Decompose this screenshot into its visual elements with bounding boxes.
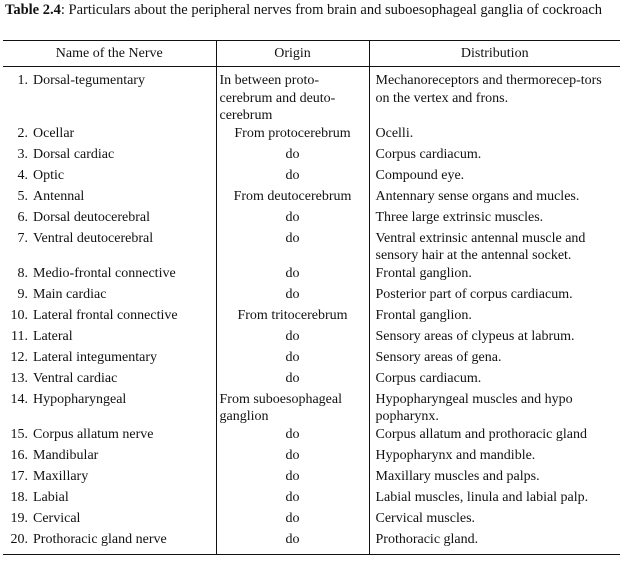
row-number: 1. bbox=[17, 73, 28, 88]
nerve-name: Ventral cardiac bbox=[33, 370, 118, 386]
origin-cell: do bbox=[216, 146, 369, 167]
distribution-cell: Sensory areas of gena. bbox=[369, 349, 620, 370]
table-header bbox=[3, 41, 620, 67]
table-row bbox=[3, 307, 620, 328]
table-row bbox=[3, 370, 620, 391]
row-number: 3. bbox=[17, 146, 28, 162]
row-number: 19. bbox=[10, 510, 28, 526]
nerve-name: Hypopharyngeal bbox=[33, 391, 127, 407]
nerve-name-cell bbox=[3, 286, 216, 307]
table-body bbox=[3, 67, 620, 555]
origin-cell: do bbox=[216, 489, 369, 510]
row-number: 15. bbox=[10, 426, 28, 442]
nerve-name-cell bbox=[3, 447, 216, 468]
nerve-name-cell bbox=[3, 328, 216, 349]
nerve-name-cell bbox=[3, 468, 216, 489]
distribution-cell: Cervical muscles. bbox=[369, 510, 620, 531]
origin-cell: do bbox=[216, 426, 369, 447]
header-origin: Origin bbox=[216, 41, 369, 67]
row-number: 7. bbox=[17, 230, 28, 246]
nerve-name-cell bbox=[3, 370, 216, 391]
nerve-name: Dorsal cardiac bbox=[33, 146, 115, 162]
nerve-name: Labial bbox=[33, 489, 69, 505]
table-row bbox=[3, 265, 620, 286]
nerve-name-cell bbox=[3, 167, 216, 188]
nerve-name-cell bbox=[3, 265, 216, 286]
distribution-cell: Mechanoreceptors and thermorecep-tors on the vertex and frons. bbox=[369, 67, 620, 125]
distribution-cell: Hypopharyngeal muscles and hypo popharynx. bbox=[369, 391, 620, 426]
distribution-cell: Three large extrinsic muscles. bbox=[369, 209, 620, 230]
distribution-cell: Ventral extrinsic antennal muscle and sensory hair at the antennal socket. bbox=[369, 230, 620, 265]
nerve-name-cell bbox=[3, 230, 216, 265]
table-row bbox=[3, 167, 620, 188]
origin-cell: In between proto-cerebrum and deuto-cerebrum bbox=[216, 67, 369, 125]
distribution-cell: Frontal ganglion. bbox=[369, 265, 620, 286]
nerve-name: Lateral integumentary bbox=[33, 349, 157, 365]
row-number: 8. bbox=[17, 265, 28, 281]
nerve-name-cell bbox=[3, 67, 216, 125]
row-number: 20. bbox=[10, 531, 28, 547]
origin-cell: From protocerebrum bbox=[216, 125, 369, 146]
table-row bbox=[3, 67, 620, 125]
row-number: 6. bbox=[17, 209, 28, 225]
origin-cell: do bbox=[216, 286, 369, 307]
origin-cell: do bbox=[216, 209, 369, 230]
nerve-name: Corpus allatum nerve bbox=[33, 426, 154, 442]
distribution-cell: Frontal ganglion. bbox=[369, 307, 620, 328]
distribution-cell: Maxillary muscles and palps. bbox=[369, 468, 620, 489]
nerve-name: Lateral frontal connective bbox=[33, 307, 178, 323]
row-number: 16. bbox=[10, 447, 28, 463]
table-row bbox=[3, 489, 620, 510]
distribution-cell: Posterior part of corpus cardiacum. bbox=[369, 286, 620, 307]
nerve-name-cell bbox=[3, 349, 216, 370]
origin-cell: do bbox=[216, 349, 369, 370]
nerve-name-cell bbox=[3, 125, 216, 146]
header-distribution: Distribution bbox=[369, 41, 620, 67]
nerve-name: Dorsal deutocerebral bbox=[33, 209, 150, 225]
distribution-cell: Antennary sense organs and mucles. bbox=[369, 188, 620, 209]
row-number: 5. bbox=[17, 188, 28, 204]
distribution-cell: Labial muscles, linula and labial palp. bbox=[369, 489, 620, 510]
row-number: 11. bbox=[11, 328, 28, 344]
nerve-name-cell bbox=[3, 510, 216, 531]
nerve-name: Ventral deutocerebral bbox=[33, 230, 154, 246]
table-row bbox=[3, 125, 620, 146]
table-row bbox=[3, 188, 620, 209]
origin-cell: do bbox=[216, 447, 369, 468]
row-number: 10. bbox=[10, 307, 28, 323]
row-number: 4. bbox=[17, 167, 28, 183]
nerve-name: Dorsal-tegumentary bbox=[33, 73, 145, 88]
origin-cell: do bbox=[216, 328, 369, 349]
row-number: 14. bbox=[10, 391, 28, 407]
origin-cell: do bbox=[216, 265, 369, 286]
table-row bbox=[3, 328, 620, 349]
nerve-name-cell bbox=[3, 426, 216, 447]
nerve-name: Cervical bbox=[33, 510, 81, 526]
table-row bbox=[3, 426, 620, 447]
table-caption bbox=[5, 2, 617, 19]
table-row bbox=[3, 510, 620, 531]
table-row bbox=[3, 468, 620, 489]
table-row bbox=[3, 447, 620, 468]
origin-cell: do bbox=[216, 510, 369, 531]
header-row bbox=[3, 41, 620, 67]
nerve-name: Mandibular bbox=[33, 447, 99, 463]
nerve-name: Lateral bbox=[33, 328, 73, 344]
distribution-cell: Corpus cardiacum. bbox=[369, 370, 620, 391]
origin-cell: From tritocerebrum bbox=[216, 307, 369, 328]
nerve-name-cell bbox=[3, 391, 216, 426]
table-row bbox=[3, 349, 620, 370]
distribution-cell: Ocelli. bbox=[369, 125, 620, 146]
nerve-name: Optic bbox=[33, 167, 65, 183]
table-row bbox=[3, 146, 620, 167]
origin-cell: From deutocerebrum bbox=[216, 188, 369, 209]
nerve-name-cell bbox=[3, 531, 216, 555]
nerve-name-cell bbox=[3, 146, 216, 167]
distribution-cell: Hypopharynx and mandible. bbox=[369, 447, 620, 468]
table-row bbox=[3, 230, 620, 265]
origin-cell: do bbox=[216, 230, 369, 265]
nerves-table bbox=[3, 40, 620, 555]
row-number: 2. bbox=[17, 125, 28, 141]
row-number: 17. bbox=[10, 468, 28, 484]
table-row bbox=[3, 209, 620, 230]
nerve-name-cell bbox=[3, 209, 216, 230]
table-row bbox=[3, 286, 620, 307]
table-row bbox=[3, 391, 620, 426]
table-caption-label: Table 2.4 bbox=[5, 2, 61, 18]
nerve-name: Prothoracic gland nerve bbox=[33, 531, 167, 547]
table-caption-text: : Particulars about the peripheral nerves from brain and suboesophageal ganglia of cockroach bbox=[60, 2, 603, 18]
nerve-name: Ocellar bbox=[33, 125, 75, 141]
nerve-name: Antennal bbox=[33, 188, 85, 204]
distribution-cell: Corpus allatum and prothoracic gland bbox=[369, 426, 620, 447]
nerve-name: Maxillary bbox=[33, 468, 89, 484]
row-number: 12. bbox=[10, 349, 28, 365]
nerve-name-cell bbox=[3, 307, 216, 328]
distribution-cell: Corpus cardiacum. bbox=[369, 146, 620, 167]
row-number: 18. bbox=[10, 489, 28, 505]
origin-cell: do bbox=[216, 468, 369, 489]
distribution-cell: Prothoracic gland. bbox=[369, 531, 620, 555]
origin-cell: From suboesophageal ganglion bbox=[216, 391, 369, 426]
nerve-name-cell bbox=[3, 188, 216, 209]
table-row bbox=[3, 531, 620, 555]
nerve-name: Main cardiac bbox=[33, 286, 107, 302]
nerve-name-cell bbox=[3, 489, 216, 510]
distribution-cell: Sensory areas of clypeus at labrum. bbox=[369, 328, 620, 349]
header-name: Name of the Nerve bbox=[3, 41, 216, 67]
nerve-name: Medio-frontal connective bbox=[33, 265, 176, 281]
origin-cell: do bbox=[216, 167, 369, 188]
row-number: 13. bbox=[10, 370, 28, 386]
origin-cell: do bbox=[216, 531, 369, 555]
row-number: 9. bbox=[17, 286, 28, 302]
origin-cell: do bbox=[216, 370, 369, 391]
distribution-cell: Compound eye. bbox=[369, 167, 620, 188]
